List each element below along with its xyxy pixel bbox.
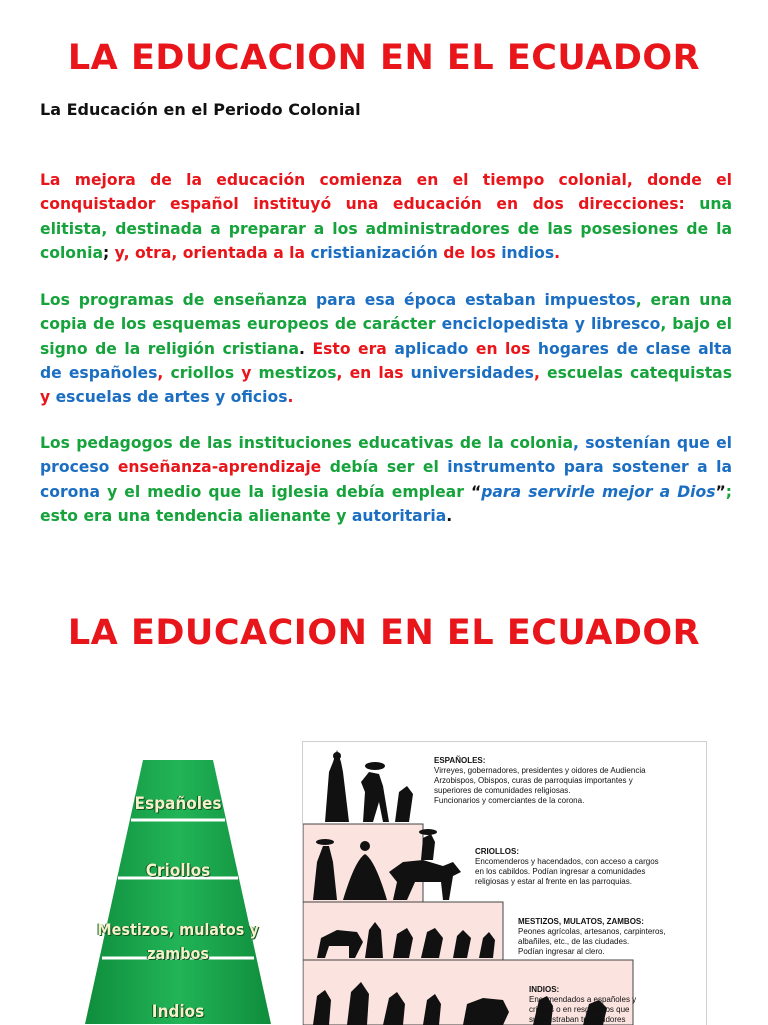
text-run: ; esto era una tendencia alienante y xyxy=(40,482,732,525)
text-run: y xyxy=(40,388,56,407)
diagram-line: Podían ingresar al clero. xyxy=(518,947,605,956)
text-run: y, otra, orientada a la xyxy=(114,243,311,262)
pyramid-tier-espanoles: Españoles xyxy=(134,794,222,814)
text-run: La mejora de la educación comienza en el tiempo colonial, donde el conquistador español instituyó una educación en dos direcciones: xyxy=(40,171,732,214)
text-run: escuelas de artes y oficios xyxy=(55,388,288,407)
diagram-line: superiores de comunidades religiosas. xyxy=(434,786,571,795)
diagram-line: criollos o en resguardos que xyxy=(529,1005,630,1014)
diagram-group-criollos xyxy=(475,847,703,887)
text-run: para esa época estaban impuestos xyxy=(315,291,636,309)
text-run: , en las xyxy=(336,363,411,382)
paragraph-pedagogues xyxy=(40,431,732,528)
text-run: , destinada a preparar a los administradores de las posesiones de la colonia xyxy=(40,219,732,262)
diagram-heading: CRIOLLOS: xyxy=(475,847,519,856)
page-title: LA EDUCACION EN EL ECUADOR xyxy=(67,38,701,78)
second-slide-title: LA EDUCACION EN EL ECUADOR xyxy=(67,613,701,653)
diagram-line: Arzobispos, Obispos, curas de parroquias importantes y xyxy=(434,776,633,785)
text-run: , xyxy=(533,363,547,382)
diagram-line: Encomendados a españoles y xyxy=(529,995,637,1004)
text-run: Esto era xyxy=(312,339,395,358)
diagram-heading: INDIOS: xyxy=(529,985,560,994)
paragraph-colonial-education xyxy=(40,168,732,265)
diagram-group-indios xyxy=(529,985,705,1025)
text-run: cristianización xyxy=(310,243,438,262)
text-run: en los xyxy=(475,339,538,358)
text-run: . xyxy=(299,339,313,358)
diagram-group-espanoles xyxy=(434,756,702,806)
text-run: “ xyxy=(470,482,482,501)
text-run: hogares de clase alta de españoles xyxy=(40,339,733,382)
text-run: Los pedagogos de las instituciones educativas de la colonia xyxy=(40,434,574,452)
paragraph-teaching-programs xyxy=(40,288,732,409)
text-run: enseñanza-aprendizaje xyxy=(117,458,330,477)
text-run: , bajo el signo de la religión cristiana xyxy=(40,315,732,358)
text-run: criollos xyxy=(170,363,242,382)
text-run: para servirle mejor a Dios xyxy=(481,482,716,501)
pyramid-tier-mestizos: Mestizos, mulatos y zambos xyxy=(97,920,259,963)
text-run: , xyxy=(157,363,171,382)
section-subtitle: La Educación en el Periodo Colonial xyxy=(40,100,361,119)
diagram-line: albañiles, etc., de las ciudades. xyxy=(518,937,630,946)
text-run: escuelas catequistas xyxy=(547,363,732,382)
social-pyramid xyxy=(85,760,271,1024)
diagram-heading: ESPAÑOLES: xyxy=(434,756,486,765)
text-run: ; xyxy=(102,243,115,262)
diagram-line: Peones agrícolas, artesanos, carpinteros, xyxy=(518,927,666,936)
text-run: aplicado xyxy=(394,339,476,358)
text-run: instrumento para sostener a la corona xyxy=(40,458,733,501)
text-run: universidades xyxy=(410,363,534,382)
social-hierarchy-diagram xyxy=(302,741,707,1025)
text-run: una elitista xyxy=(40,195,732,238)
text-run: autoritaria xyxy=(351,506,447,525)
text-run: enciclopedista y libresco xyxy=(441,315,661,334)
text-run: y xyxy=(241,363,259,382)
diagram-line: suministraban trabajadores xyxy=(529,1015,626,1024)
text-run: , eran una copia de los esquemas europeos de carácter xyxy=(40,291,732,334)
text-run: , sostenían que el proceso xyxy=(40,434,732,477)
text-run: ” xyxy=(715,482,726,501)
text-run: . xyxy=(554,243,561,262)
text-run: debía ser el xyxy=(329,458,448,477)
text-run: indios xyxy=(501,243,555,262)
diagram-heading: MESTIZOS, MULATOS, ZAMBOS: xyxy=(518,917,644,926)
pyramid-tier-criollos: Criollos xyxy=(145,861,211,881)
text-run: . xyxy=(446,506,453,525)
pyramid-tier-indios: Indios xyxy=(151,1002,205,1022)
diagram-group-mestizos xyxy=(518,917,704,957)
text-run: de los xyxy=(437,243,502,262)
text-run: mestizos xyxy=(258,363,337,382)
text-run: . xyxy=(287,388,294,407)
diagram-line: religiosas y estar al frente en las parroquias. xyxy=(475,877,632,886)
diagram-line: Virreyes, gobernadores, presidentes y oidores de Audiencia xyxy=(434,766,646,775)
diagram-line: en los cabildos. Podían ingresar a comunidades xyxy=(475,867,646,876)
diagram-line: Encomenderos y hacendados, con acceso a cargos xyxy=(475,857,659,866)
text-run: Los programas de enseñanza xyxy=(40,291,316,309)
diagram-line: Funcionarios y comerciantes de la corona. xyxy=(434,796,585,805)
text-run: y el medio que la iglesia debía emplear xyxy=(107,482,471,501)
